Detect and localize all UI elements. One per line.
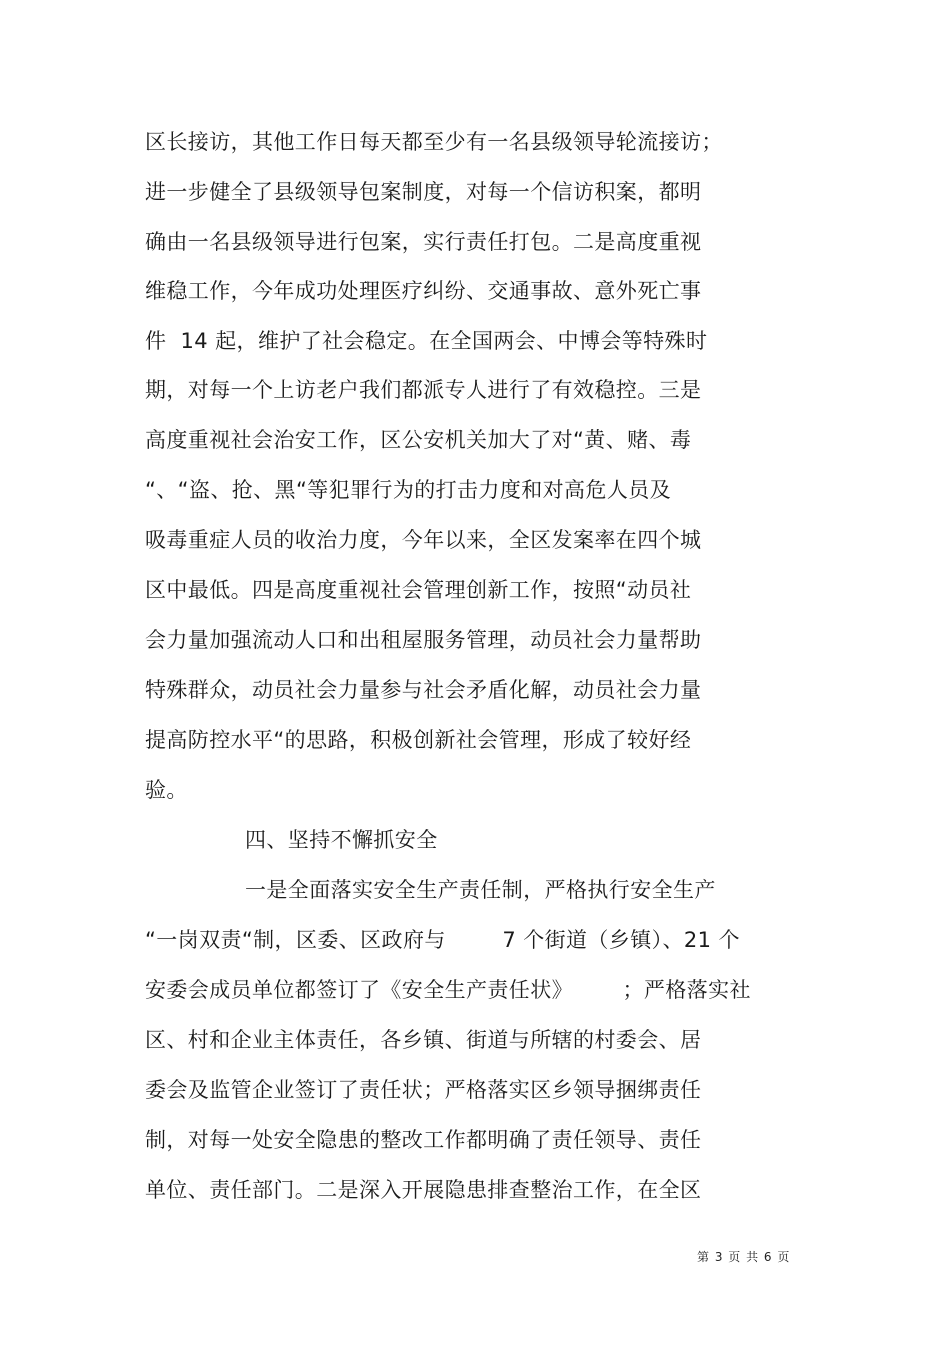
- paragraph-line-4: 维稳工作，今年成功处理医疗纠纷、交通事故、意外死亡事: [145, 279, 702, 303]
- paragraph-line-10: 区中最低。四是高度重视社会管理创新工作，按照“动员社: [145, 578, 692, 602]
- paragraph-line-7: 高度重视社会治安工作，区公安机关加大了对“黄、赌、毒: [145, 428, 692, 452]
- paragraph-line-1: 区长接访，其他工作日每天都至少有一名县级领导轮流接访；: [145, 130, 723, 154]
- paragraph-line-12: 特殊群众，动员社会力量参与社会矛盾化解，动员社会力量: [145, 678, 702, 702]
- section-line-4: 区、村和企业主体责任，各乡镇、街道与所辖的村委会、居: [145, 1028, 702, 1052]
- paragraph-line-9: 吸毒重症人员的收治力度，今年以来，全区发案率在四个城: [145, 528, 702, 552]
- section-line-5: 委会及监管企业签订了责任状；严格落实区乡领导捆绑责任: [145, 1078, 702, 1102]
- section-line-1: 一是全面落实安全生产责任制，严格执行安全生产: [245, 878, 716, 902]
- section-line-3: 安委会成员单位都签订了《安全生产责任状》 ；严格落实社: [145, 978, 751, 1002]
- paragraph-line-6: 期，对每一个上访老户我们都派专人进行了有效稳控。三是: [145, 378, 702, 402]
- page-number-footer: 第 3 页 共 6 页: [697, 1250, 791, 1264]
- section-heading: 四、坚持不懈抓安全: [245, 828, 438, 852]
- paragraph-line-2: 进一步健全了县级领导包案制度，对每一个信访积案，都明: [145, 180, 702, 204]
- paragraph-line-8: “、“盗、抢、黑“等犯罪行为的打击力度和对高危人员及: [145, 478, 672, 502]
- section-line-6: 制，对每一处安全隐患的整改工作都明确了责任领导、责任: [145, 1128, 702, 1152]
- paragraph-line-3: 确由一名县级领导进行包案，实行责任打包。二是高度重视: [145, 230, 702, 254]
- paragraph-line-14: 验。: [145, 778, 188, 802]
- paragraph-line-13: 提高防控水平“的思路，积极创新社会管理，形成了较好经: [145, 728, 692, 752]
- section-line-2: “一岗双责“制，区委、区政府与 7 个街道（乡镇）、21 个: [145, 928, 740, 952]
- paragraph-line-11: 会力量加强流动人口和出租屋服务管理，动员社会力量帮助: [145, 628, 702, 652]
- paragraph-line-5: 件 14 起，维护了社会稳定。在全国两会、中博会等特殊时: [145, 329, 708, 353]
- section-line-7: 单位、责任部门。二是深入开展隐患排查整治工作，在全区: [145, 1178, 702, 1202]
